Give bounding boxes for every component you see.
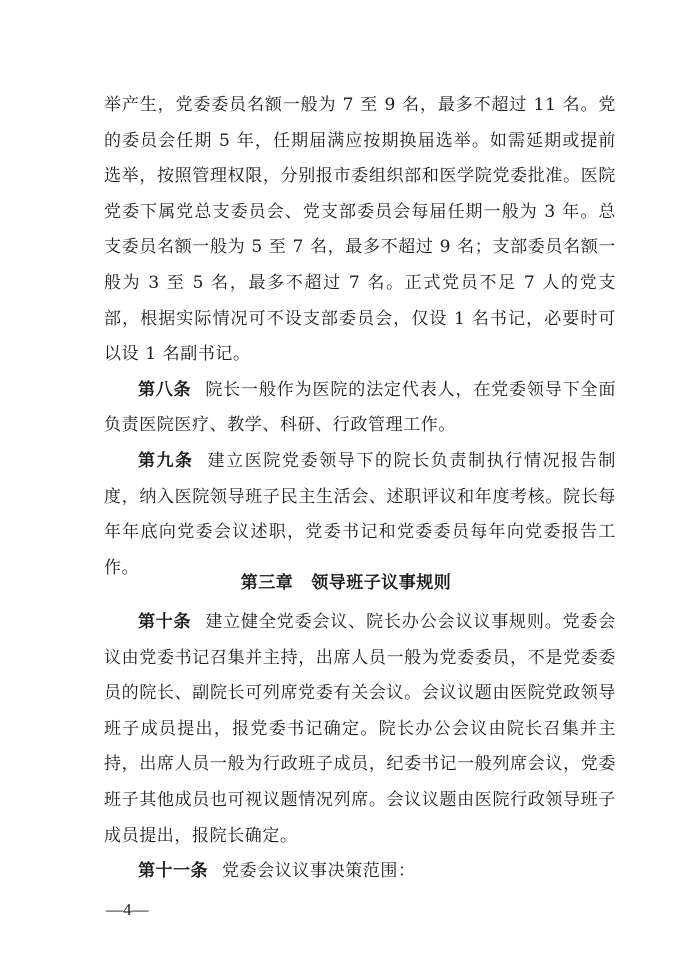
article-heading: 第十条 xyxy=(138,612,192,632)
chapter-title: 领导班子议事规则 xyxy=(311,573,452,593)
article-8 xyxy=(104,373,616,444)
article-10 xyxy=(104,605,616,854)
article-text: 党委会议议事决策范围： xyxy=(222,861,416,882)
article-text: 建立医院党委领导下的院长负责制执行情况报告制度，纳入医院领导班子民主生活会、述职评议和年度考核。院长每年年底向党委会议述职，党委书记和党委委员每年向党委报告工作。 xyxy=(104,450,617,578)
chapter-heading xyxy=(0,568,692,593)
article-text: 院长一般作为医院的法定代表人，在党委领导下全面负责医院医疗、教学、科研、行政管理工作。 xyxy=(104,379,616,436)
body-text-bottom xyxy=(104,605,616,890)
page-number: —4— xyxy=(106,900,149,919)
chapter-number: 第三章 xyxy=(240,573,294,593)
article-text: 建立健全党委会议、院长办公会议议事规则。党委会议由党委书记召集并主持，出席人员一般为党委委员，不是党委委员的院长、副院长可列席党委有关会议。会议议题由医院党政领导班子成员提出，报党委书记确定。院长办公会议由院长召集并主持，出席人员一般为行政班子成员，纪委书记一般列席会议，党委班子其他成员也可视议题情况列席。会议议题由医院行政领导班子成员提出，报院长确定。 xyxy=(104,612,616,846)
paragraph-election-terms xyxy=(104,88,616,373)
article-11 xyxy=(104,854,616,890)
article-9 xyxy=(104,444,616,586)
body-text-top xyxy=(104,88,616,586)
paragraph-text: 举产生，党委委员名额一般为 7 至 9 名，最多不超过 11 名。党的委员会任期 5 年，任期届满应按期换届选举。如需延期或提前选举，按照管理权限，分别报市委组织部和医学院党委批准。医院党委下属党总支委员会、党支部委员会每届任期一般为 3 年。总支委员名额一般为 5 至 7 名，最多不超过 9 名；支部委员名额一般为 3 至 5 名，最多不超过 7 名。正式党员不足 7 人的党支部，根据实际情况可不设支部委员会，仅设 1 名书记，必要时可以设 1 名副书记。 xyxy=(104,95,616,365)
article-heading: 第九条 xyxy=(138,450,194,471)
article-heading: 第十一条 xyxy=(138,861,208,882)
article-heading: 第八条 xyxy=(138,379,192,400)
